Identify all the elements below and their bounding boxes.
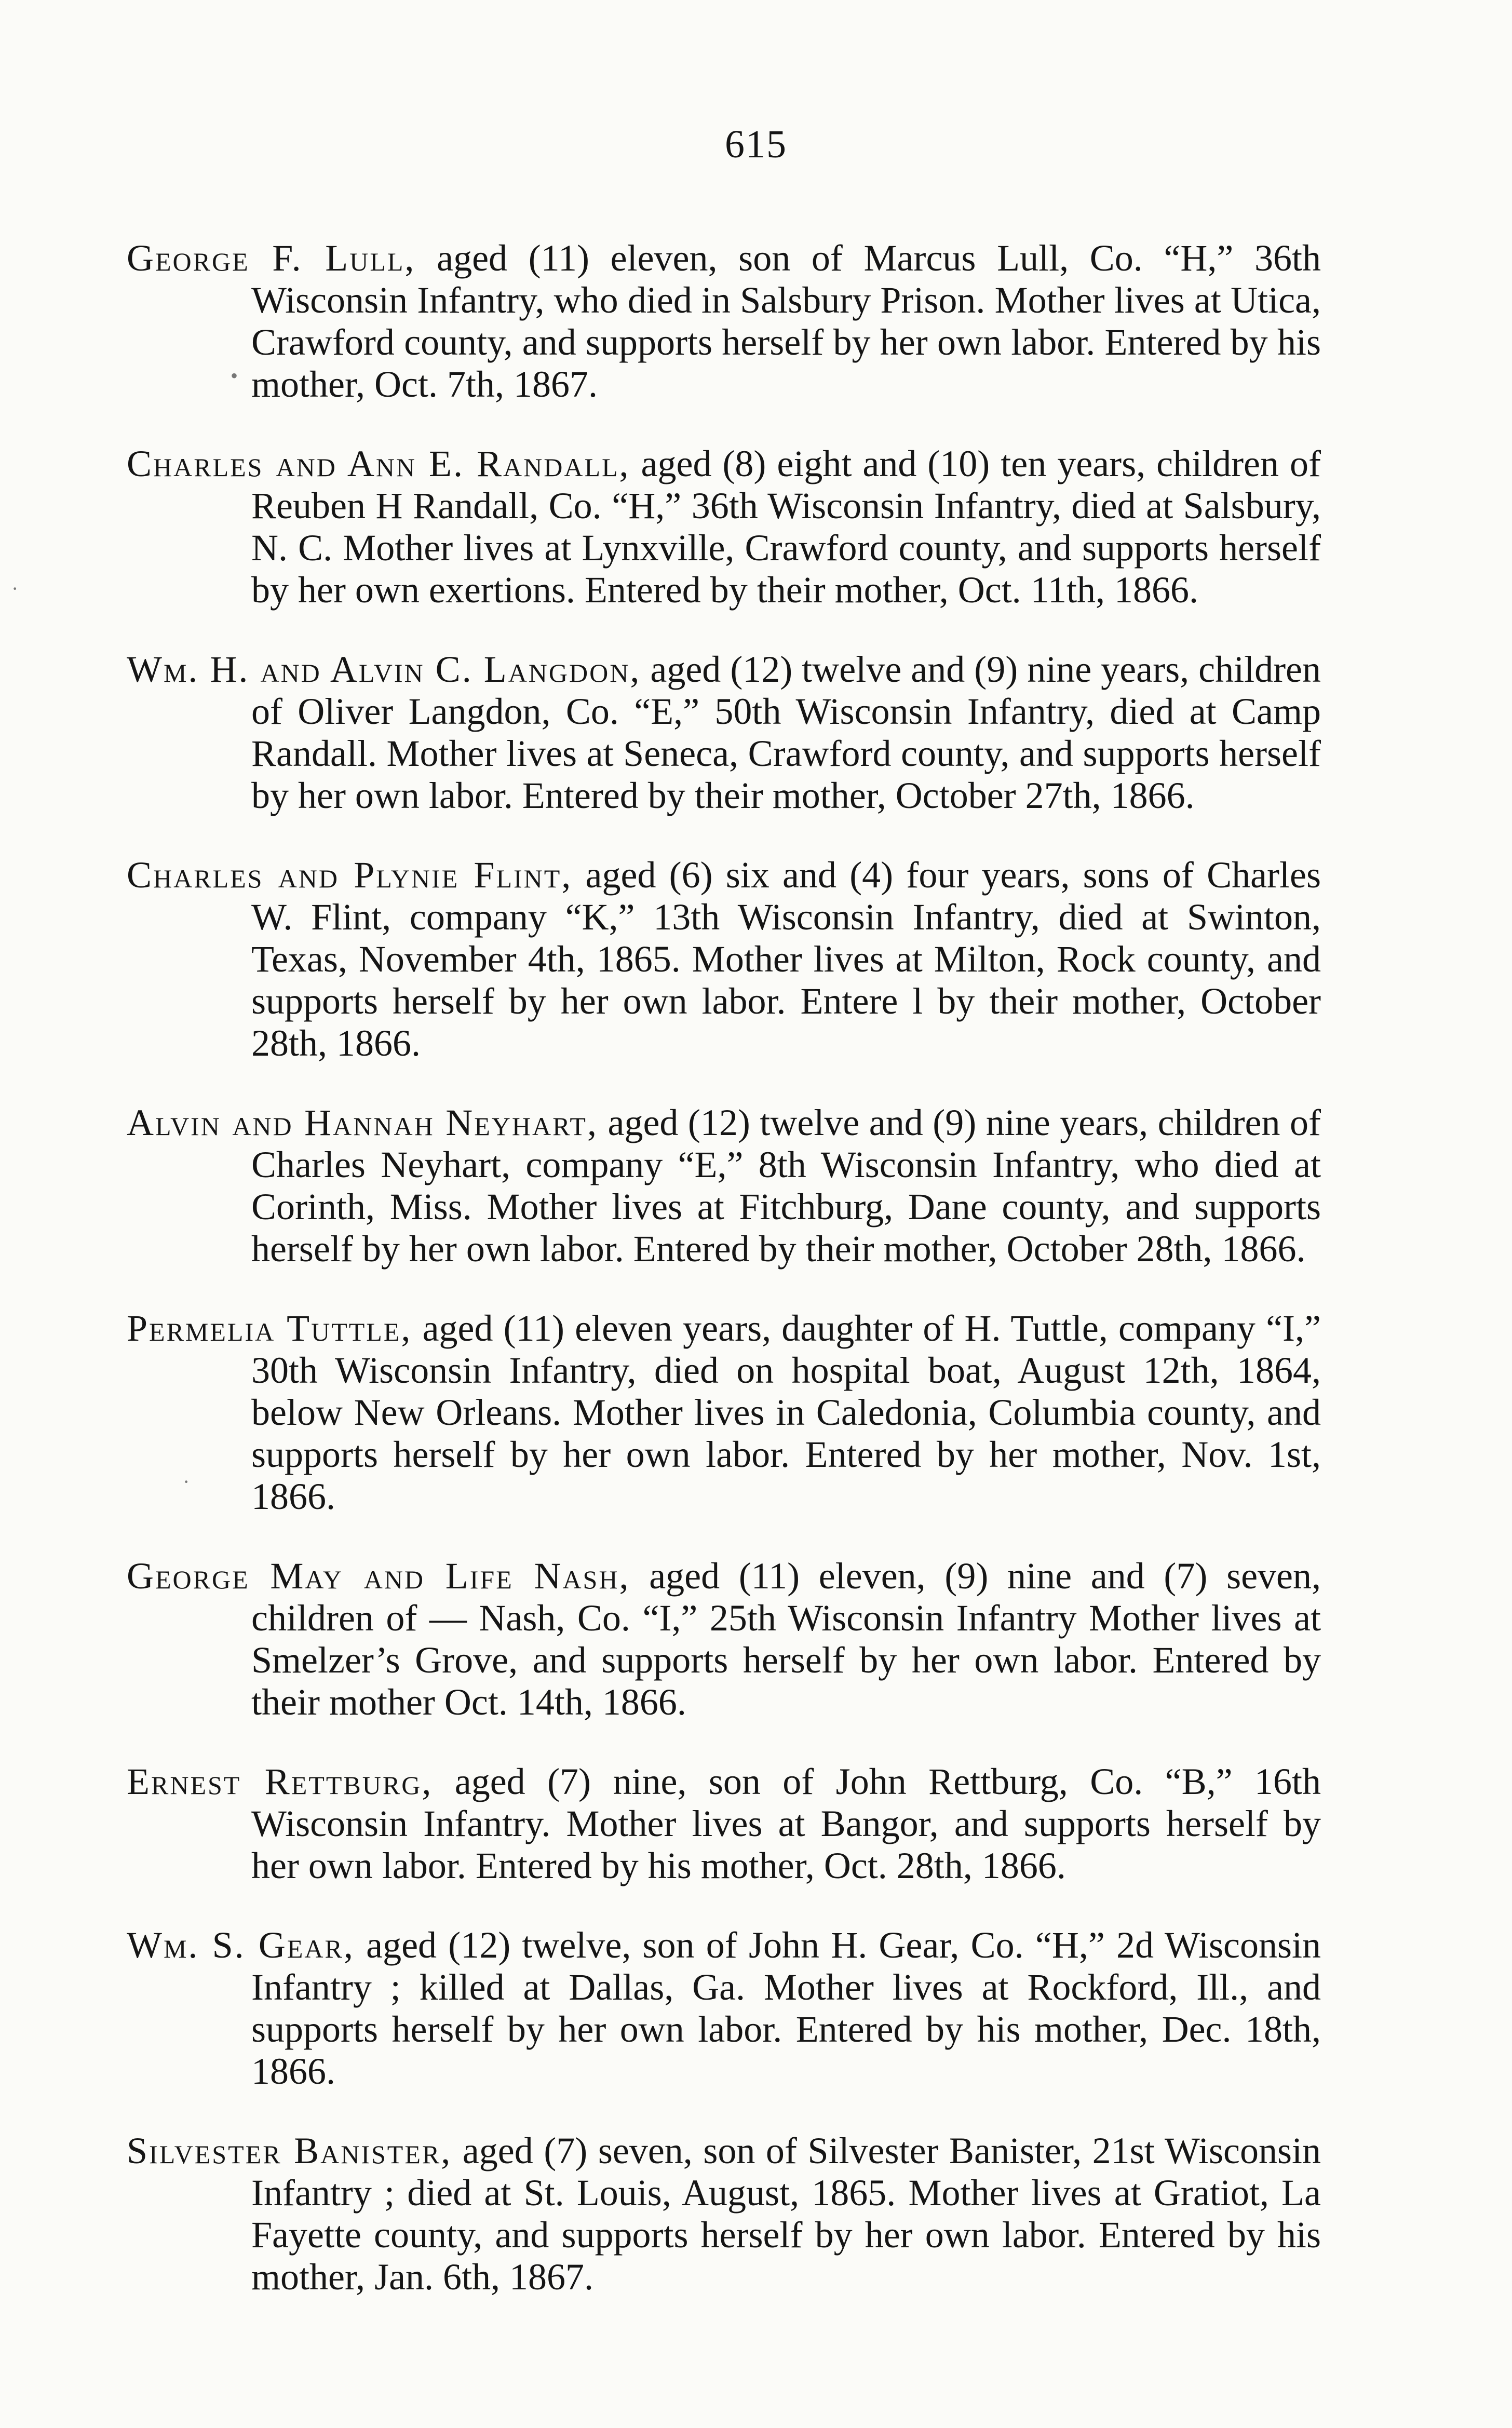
entry-text: aged (11) eleven years, daughter of H. Tuttle, company “I,” 30th Wisconsin Infantry, died on hospital boat, August 12th, 1864, below New Orleans. Mother lives in Caledonia, Columbia county, and supports herself by her own labor. Entered by her mother, Nov. 1st, 1866.	[251, 1307, 1321, 1517]
entry-text: aged (11) eleven, son of Marcus Lull, Co. “H,” 36th Wisconsin Infantry, who died in Salsbury Prison. Mother lives at Utica, Crawford county, and supports herself by her own labor. Entered by his mother, Oct. 7th, 1867.	[251, 237, 1321, 405]
entry-banister	[127, 2130, 1321, 2298]
entry-name: Silvester Banister,	[127, 2130, 452, 2171]
entry-lull	[127, 237, 1321, 406]
paper-speck: •	[231, 364, 238, 387]
entry-flint	[127, 854, 1321, 1064]
entry-text: aged (12) twelve and (9) nine years, children of Oliver Langdon, Co. “E,” 50th Wisconsin Infantry, died at Camp Randall. Mother lives at Seneca, Crawford county, and supports herself by her own labor. Entered by their mother, October 27th, 1866.	[251, 649, 1321, 816]
entry-tuttle	[127, 1307, 1321, 1518]
entry-name: Alvin and Hannah Neyhart,	[127, 1102, 598, 1143]
entry-nash	[127, 1555, 1321, 1723]
entry-randall	[127, 443, 1321, 611]
paper-speck: ·	[183, 1470, 190, 1493]
entry-name: Wm. H. and Alvin C. Langdon,	[127, 649, 641, 690]
entry-gear	[127, 1924, 1321, 2093]
entry-text: aged (12) twelve and (9) nine years, children of Charles Neyhart, company “E,” 8th Wisconsin Infantry, who died at Corinth, Miss. Mother lives at Fitchburg, Dane county, and supports herself by her own labor. Entered by their mother, October 28th, 1866.	[251, 1102, 1321, 1270]
entry-name: George F. Lull,	[127, 237, 416, 279]
entry-text: aged (7) nine, son of John Rettburg, Co. “B,” 16th Wisconsin Infantry. Mother lives at Bangor, and supports herself by her own labor. Entered by his mother, Oct. 28th, 1866.	[251, 1761, 1321, 1886]
entry-rettburg	[127, 1761, 1321, 1887]
page-number: 615	[725, 123, 787, 166]
entry-name: George May and Life Nash,	[127, 1555, 630, 1597]
entry-text: aged (12) twelve, son of John H. Gear, Co. “H,” 2d Wisconsin Infantry ; killed at Dallas, Ga. Mother lives at Rockford, Ill., and supports herself by her own labor. Entered by his mother, Dec. 18th, 1866.	[251, 1924, 1321, 2092]
entry-text: aged (6) six and (4) four years, sons of Charles W. Flint, company “K,” 13th Wisconsin Infantry, died at Swinton, Texas, November 4th, 1865. Mother lives at Milton, Rock county, and supports herself by her own labor. Entere l by their mother, October 28th, 1866.	[251, 854, 1321, 1064]
entry-name: Ernest Rettburg,	[127, 1761, 433, 1802]
entries-list	[127, 200, 1321, 2319]
entry-name: Charles and Ann E. Randall,	[127, 443, 630, 484]
paper-speck: ·	[11, 577, 19, 600]
entry-text: aged (11) eleven, (9) nine and (7) seven, children of — Nash, Co. “I,” 25th Wisconsin Infantry Mother lives at Smelzer’s Grove, and supports herself by her own labor. Entered by their mother Oct. 14th, 1866.	[251, 1555, 1321, 1723]
entry-name: Permelia Tuttle,	[127, 1307, 412, 1349]
entry-neyhart	[127, 1102, 1321, 1270]
entry-langdon	[127, 649, 1321, 817]
entry-text: aged (8) eight and (10) ten years, children of Reuben H Randall, Co. “H,” 36th Wisconsin Infantry, died at Salsbury, N. C. Mother lives at Lynxville, Crawford county, and supports herself by her own exertions. Entered by their mother, Oct. 11th, 1866.	[251, 443, 1321, 611]
entry-name: Charles and Plynie Flint,	[127, 854, 573, 896]
entry-name: Wm. S. Gear,	[127, 1924, 355, 1966]
entry-text: aged (7) seven, son of Silvester Banister, 21st Wisconsin Infantry ; died at St. Louis, August, 1865. Mother lives at Gratiot, La Fayette county, and supports herself by her own labor. Entered by his mother, Jan. 6th, 1867.	[251, 2130, 1321, 2298]
